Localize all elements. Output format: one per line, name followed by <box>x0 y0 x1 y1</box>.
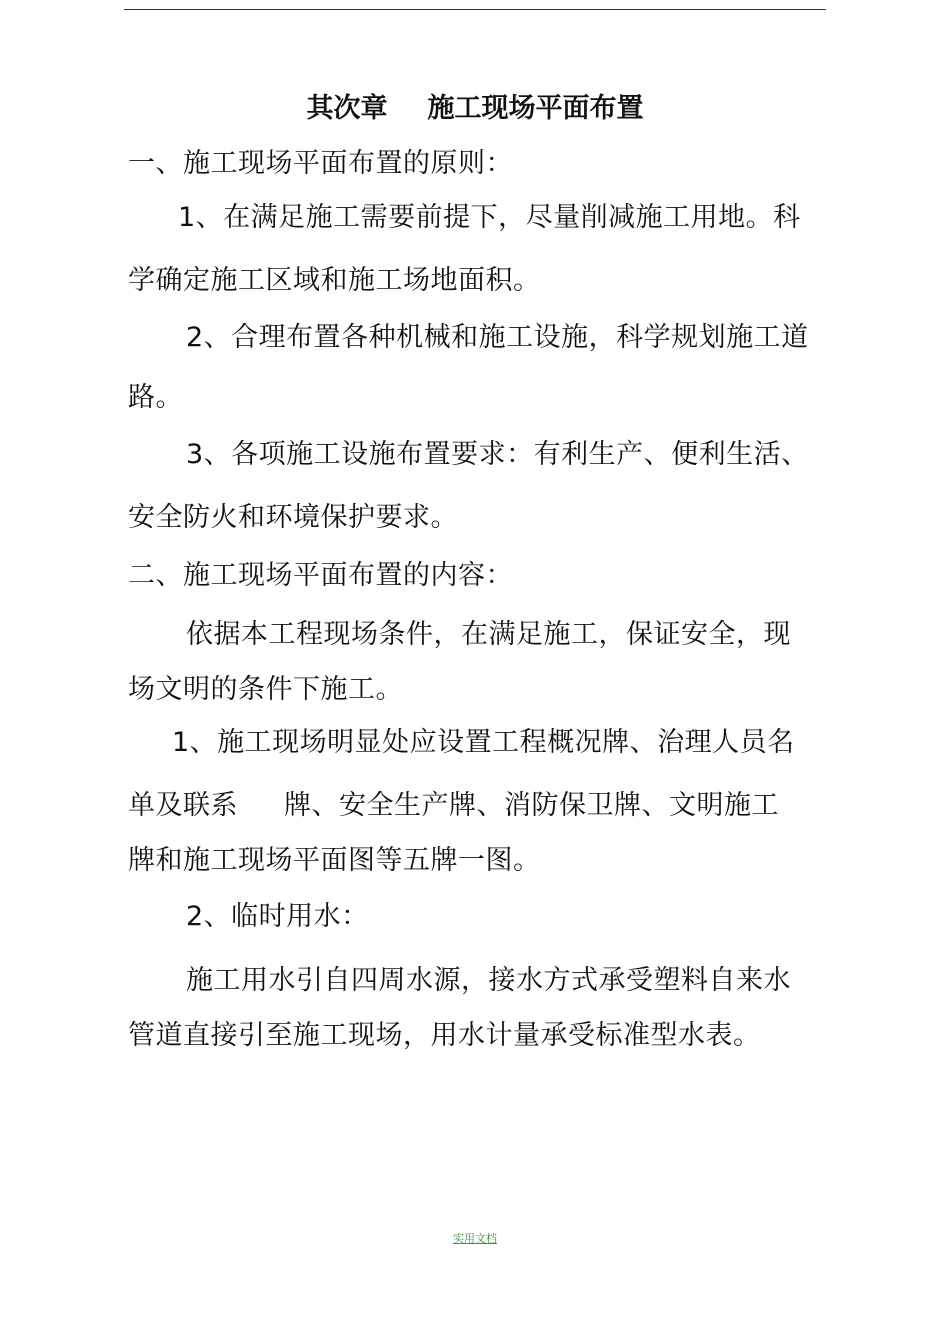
section-1-paragraph-1-line-2: 学确定施工区域和施工场地面积。 <box>128 265 541 296</box>
section-1-paragraph-2-line-2: 路。 <box>128 382 183 413</box>
section-2-heading: 二、施工现场平面布置的内容： <box>128 560 513 591</box>
section-1-paragraph-1-line-1: 1、在满足施工需要前提下，尽量削减施工用地。科 <box>178 202 801 233</box>
section-2-intro-line-2: 场文明的条件下施工。 <box>128 674 403 705</box>
section-1-heading: 一、施工现场平面布置的原则： <box>128 148 513 179</box>
chapter-number: 其次章 <box>306 93 388 124</box>
section-1-paragraph-3-line-1: 3、各项施工设施布置要求：有利生产、便利生活、 <box>186 439 809 470</box>
section-2-item-1-line-3: 牌和施工现场平面图等五牌一图。 <box>128 845 541 876</box>
section-2-intro-line-1: 依据本工程现场条件，在满足施工，保证安全，现 <box>186 619 791 650</box>
section-2-item-2-heading: 2、临时用水： <box>186 901 369 932</box>
header-rule <box>124 9 826 10</box>
section-2-item-2-line-2: 管道直接引至施工现场，用水计量承受标准型水表。 <box>128 1020 761 1051</box>
section-2-item-1-line-2 <box>128 788 828 824</box>
section-1-paragraph-3-line-2: 安全防火和环境保护要求。 <box>128 502 458 533</box>
section-2-item-1-line-2-part-b: 牌、安全生产牌、消防保卫牌、文明施工 <box>284 790 779 821</box>
footer-watermark: 实用文档 <box>453 1232 497 1245</box>
section-2-item-1-line-2-part-a: 单及联系 <box>128 790 238 821</box>
section-1-paragraph-2-line-1: 2、合理布置各种机械和施工设施，科学规划施工道 <box>186 322 809 353</box>
chapter-name: 施工现场平面布置 <box>427 93 644 124</box>
chapter-title <box>0 90 950 128</box>
section-2-item-1-line-1: 1、施工现场明显处应设置工程概况牌、治理人员名 <box>172 727 795 758</box>
section-2-item-2-line-1: 施工用水引自四周水源，接水方式承受塑料自来水 <box>186 965 791 996</box>
